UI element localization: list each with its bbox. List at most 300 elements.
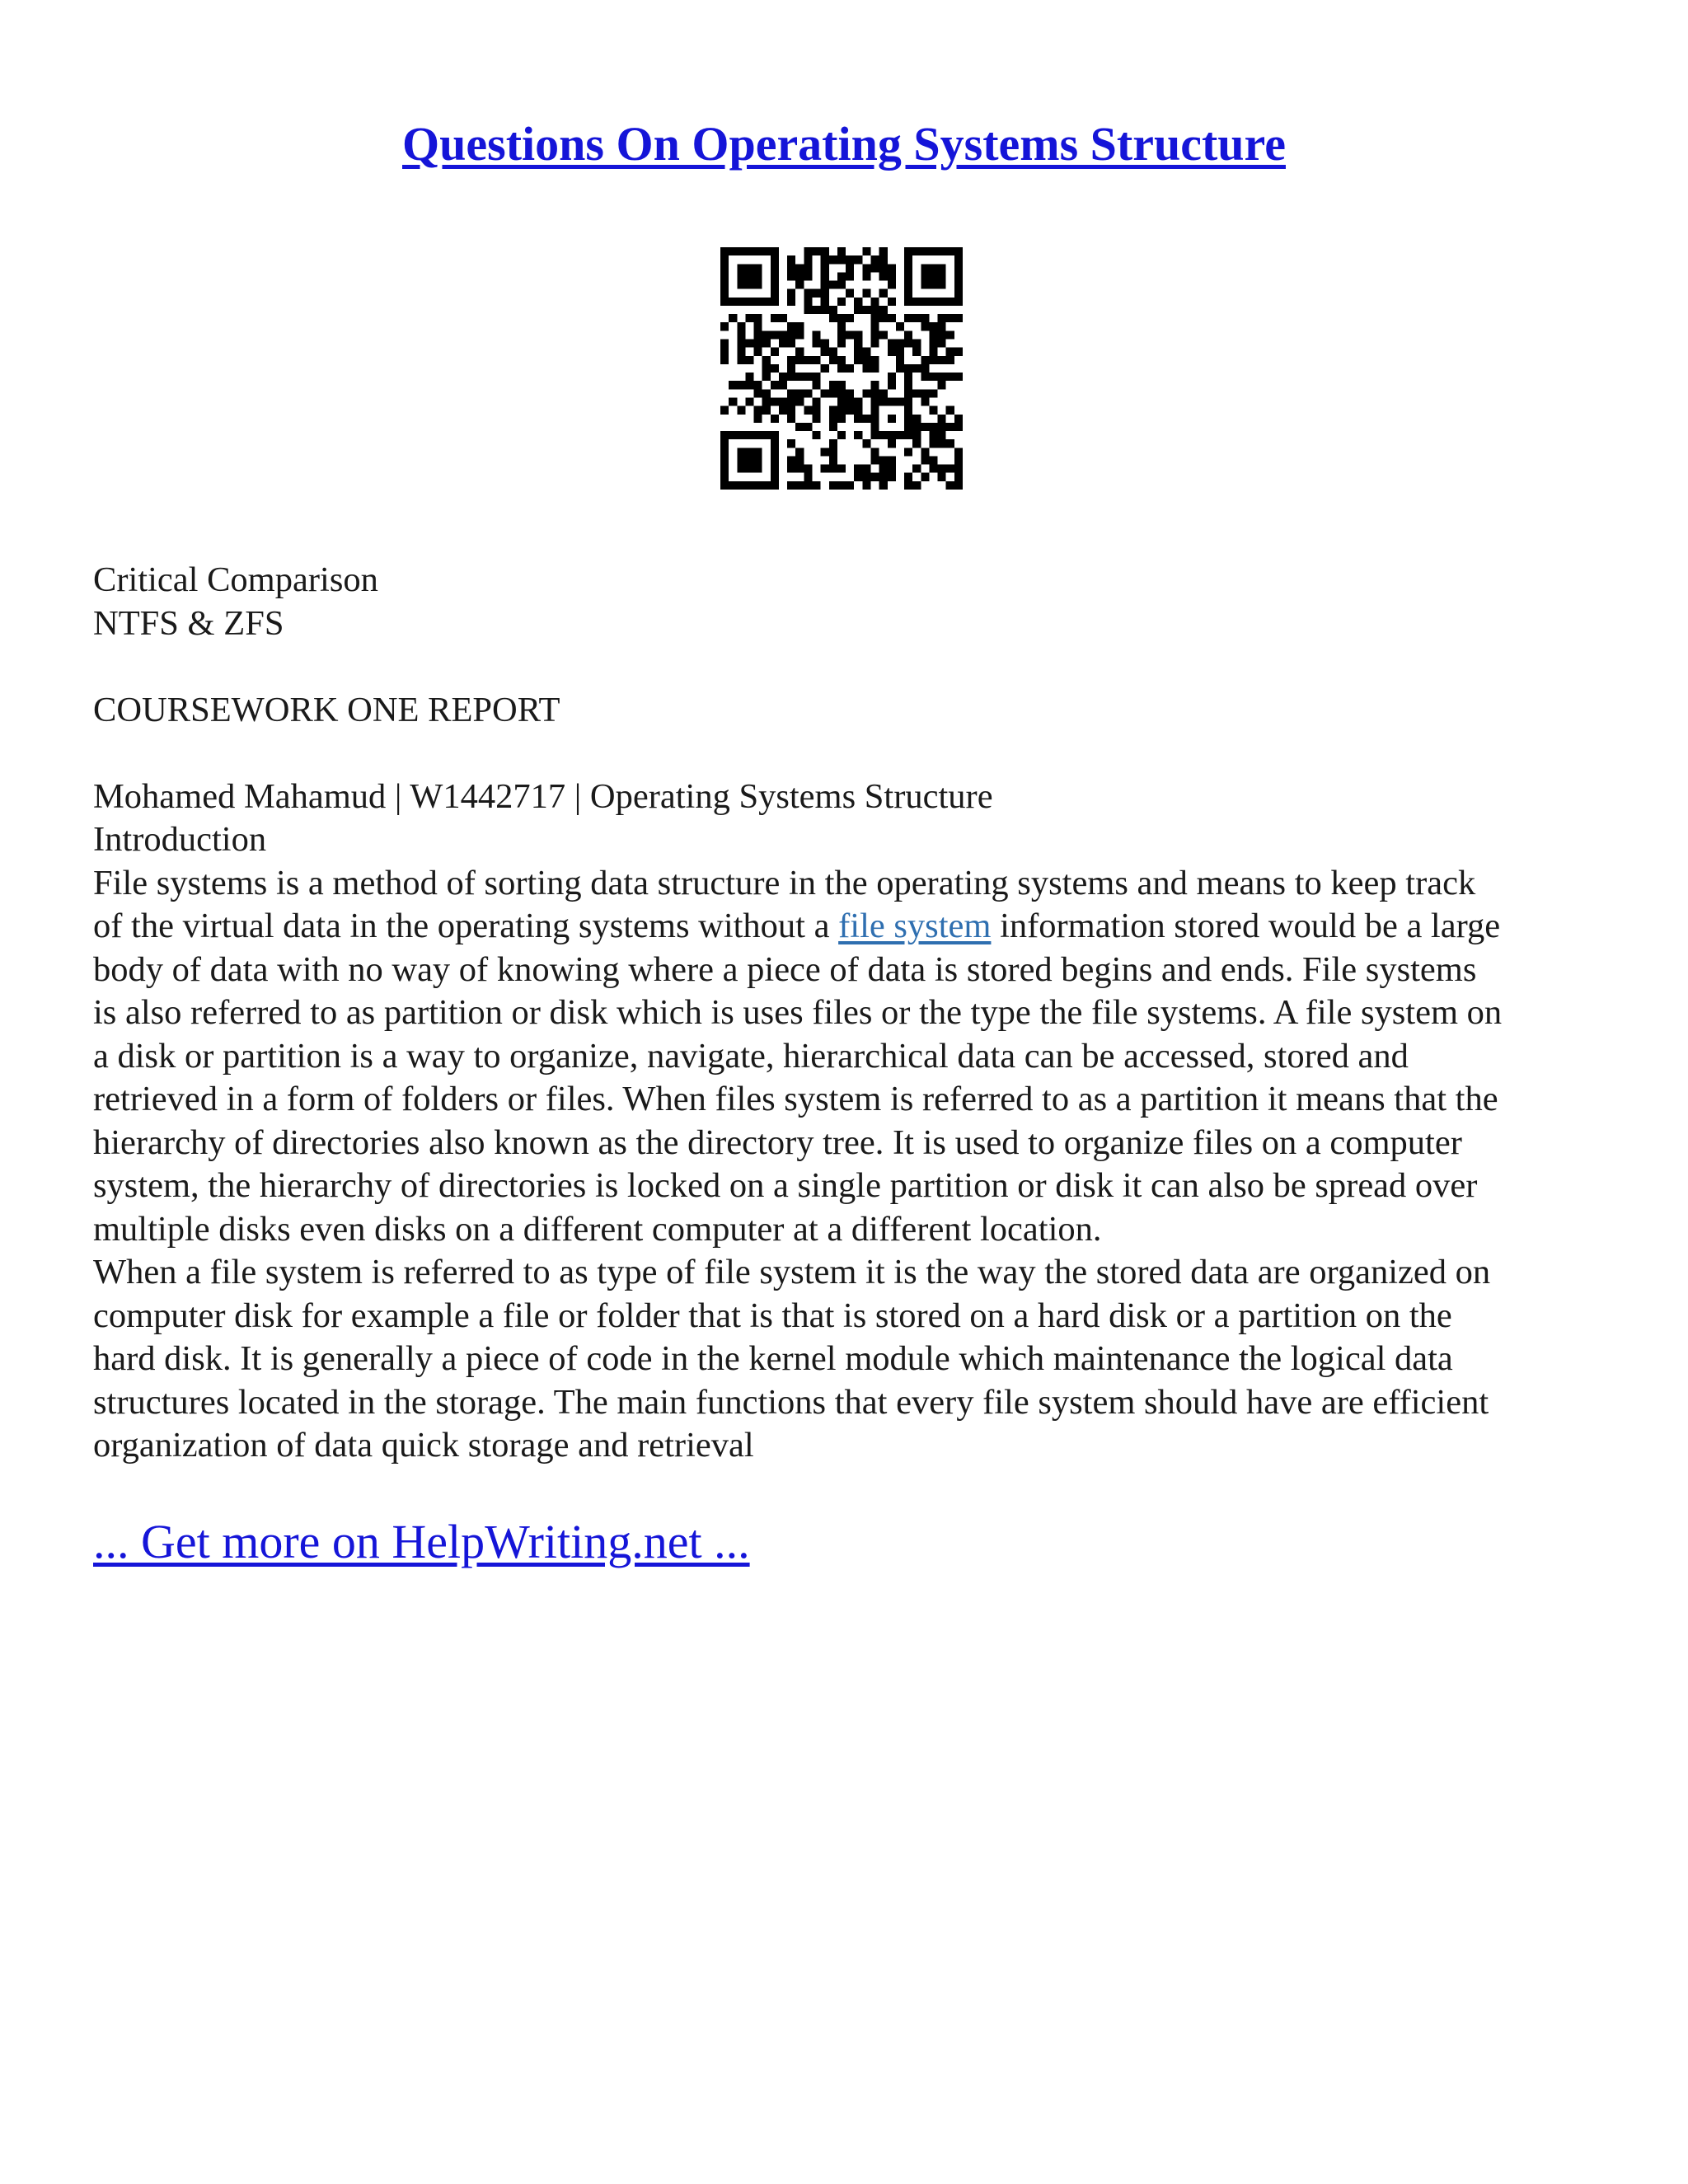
qr-module [795,481,804,490]
qr-module [829,406,837,415]
qr-module [954,473,963,481]
qr-module [745,264,753,272]
qr-module [787,298,795,306]
qr-module [946,314,954,322]
qr-module [795,272,804,280]
qr-module [754,415,762,423]
qr-module [904,406,912,415]
qr-module [904,431,912,439]
paragraph-line [93,905,1601,949]
qr-module [888,431,896,439]
qr-module [745,481,753,490]
qr-module [854,306,862,314]
qr-module [921,322,929,330]
qr-module [813,356,821,364]
qr-module [946,373,954,381]
qr-module [771,314,779,322]
qr-module [720,465,729,473]
qr-module [846,397,854,405]
paragraph-line: multiple disks even disks on a different computer at a different location. [93,1209,1102,1249]
qr-module [854,397,862,405]
qr-module [787,356,795,364]
qr-module [745,340,753,348]
paragraph-line: File systems is a method of sorting data structure in the operating systems and means to keep track [93,863,1476,902]
qr-module [787,456,795,464]
qr-module [929,330,937,339]
qr-module [771,272,779,280]
qr-module [813,431,821,439]
qr-module [737,264,745,272]
qr-module [745,281,753,289]
qr-module [854,330,862,339]
qr-module [904,340,912,348]
qr-module [879,397,888,405]
qr-module [837,356,846,364]
qr-module [879,456,888,464]
qr-module [879,330,888,339]
paragraph-line: hard disk. It is generally a piece of code in the kernel module which maintenance the logical data [93,1339,1453,1378]
qr-module [821,340,829,348]
qr-module [754,406,762,415]
qr-module [795,423,804,431]
qr-module [954,314,963,322]
qr-module [837,415,846,423]
qr-module [779,330,787,339]
qr-module [904,397,912,405]
qr-module [904,264,912,272]
qr-module [779,373,787,381]
qr-module [854,340,862,348]
qr-module [837,314,846,322]
qr-module [837,322,846,330]
qr-module [912,423,921,431]
qr-module [946,465,954,473]
qr-module [737,431,745,439]
qr-module [771,281,779,289]
qr-module [938,272,946,280]
qr-module [771,465,779,473]
qr-module [754,264,762,272]
qr-module [779,340,787,348]
qr-module [754,330,762,339]
qr-module [754,456,762,464]
qr-module [929,423,937,431]
qr-module [762,397,771,405]
qr-module [929,281,937,289]
qr-module [762,406,771,415]
qr-module [954,298,963,306]
qr-module [921,298,929,306]
qr-module [829,423,837,431]
qr-module [813,340,821,348]
qr-module [737,298,745,306]
qr-module [754,431,762,439]
qr-module [854,298,862,306]
qr-module [862,356,870,364]
qr-module [720,456,729,464]
more-link-container [93,1513,750,1571]
qr-module [888,473,896,481]
qr-module [862,247,870,255]
qr-module [896,431,904,439]
qr-module [870,340,879,348]
qr-module [854,431,862,439]
qr-module [954,481,963,490]
paragraph-line: is also referred to as partition or disk which is uses files or the type the file systems. A file system on [93,993,1503,1032]
qr-module [904,448,912,456]
qr-module [921,314,929,322]
qr-module [837,389,846,397]
qr-module [870,423,879,431]
qr-module [879,264,888,272]
qr-module [787,406,795,415]
qr-module [762,356,771,364]
qr-module [870,264,879,272]
qr-module [754,340,762,348]
qr-module [912,298,921,306]
qr-module [888,281,896,289]
qr-module [870,473,879,481]
qr-module [720,406,729,415]
qr-module [912,247,921,255]
qr-module [821,448,829,456]
qr-module [813,415,821,423]
qr-module [771,264,779,272]
qr-module [854,406,862,415]
qr-module [870,381,879,389]
paragraph-line: hierarchy of directories also known as the directory tree. It is used to organize files on a computer [93,1122,1462,1162]
qr-module [762,373,771,381]
qr-module [762,389,771,397]
qr-module [779,397,787,405]
qr-module [921,389,929,397]
qr-module [846,272,854,280]
qr-module [821,364,829,373]
qr-module [904,298,912,306]
qr-module [929,389,937,397]
qr-module [870,397,879,405]
paragraph-line: body of data with no way of knowing where a piece of data is stored begins and ends. File systems [93,949,1477,989]
qr-module [729,481,737,490]
qr-module [804,481,812,490]
page-title [0,115,1688,173]
qr-module [938,281,946,289]
qr-module [870,456,879,464]
qr-module [921,272,929,280]
qr-module [862,364,870,373]
qr-module [720,255,729,264]
qr-module [879,465,888,473]
qr-module [846,481,854,490]
qr-module [879,289,888,298]
qr-module [862,289,870,298]
qr-module [821,298,829,306]
qr-module [762,298,771,306]
qr-module [929,322,937,330]
qr-module [938,439,946,448]
qr-module [846,330,854,339]
qr-module [829,314,837,322]
qr-module [854,465,862,473]
qr-code-icon [720,247,963,490]
qr-module [745,247,753,255]
qr-module [879,431,888,439]
qr-module [720,431,729,439]
qr-module [804,264,812,272]
qr-module [921,264,929,272]
qr-module [795,456,804,464]
qr-module [879,247,888,255]
qr-module [904,373,912,381]
qr-module [954,415,963,423]
qr-module [954,281,963,289]
qr-module [737,406,745,415]
qr-module [795,348,804,356]
qr-module [762,481,771,490]
qr-module [896,364,904,373]
qr-module [787,289,795,298]
qr-module [821,272,829,280]
qr-module [813,247,821,255]
qr-module [821,255,829,264]
qr-module [829,389,837,397]
qr-module [787,415,795,423]
qr-module [862,264,870,272]
qr-module [954,272,963,280]
qr-module [737,448,745,456]
qr-module [829,456,837,464]
qr-module [737,381,745,389]
qr-module [954,289,963,298]
qr-module [804,373,812,381]
qr-module [720,348,729,356]
qr-module [762,330,771,339]
qr-module [929,348,937,356]
qr-module [754,348,762,356]
qr-module [862,272,870,280]
qr-module [754,389,762,397]
report-label: COURSEWORK ONE REPORT [93,690,560,729]
qr-module [795,264,804,272]
qr-module [787,322,795,330]
qr-module [888,272,896,280]
qr-module [954,247,963,255]
qr-module [938,247,946,255]
qr-module [954,448,963,456]
qr-module [912,364,921,373]
qr-module [904,364,912,373]
qr-module [946,330,954,339]
qr-module [888,397,896,405]
paragraph-line: computer disk for example a file or folder that is that is stored on a hard disk or a partition on the [93,1296,1452,1335]
qr-module [837,481,846,490]
qr-module [745,397,753,405]
qr-module [720,272,729,280]
qr-module [754,448,762,456]
qr-module [762,364,771,373]
qr-module [888,373,896,381]
qr-module [720,281,729,289]
qr-module [862,415,870,423]
title-link[interactable]: Questions On Operating Systems Structure [402,117,1286,171]
qr-module [888,381,896,389]
qr-module [745,298,753,306]
qr-module [954,456,963,464]
qr-module [929,406,937,415]
qr-module [787,330,795,339]
qr-module [888,298,896,306]
qr-module [813,381,821,389]
qr-module [862,473,870,481]
qr-module [938,373,946,381]
get-more-link[interactable]: ... Get more on HelpWriting.net ... [93,1515,750,1568]
qr-module [912,415,921,423]
qr-module [804,272,812,280]
qr-module [946,348,954,356]
qr-module [821,281,829,289]
qr-module [921,456,929,464]
qr-module [854,348,862,356]
qr-module [854,415,862,423]
qr-module [870,364,879,373]
qr-module [938,314,946,322]
qr-module [795,322,804,330]
qr-module [870,306,879,314]
qr-module [888,348,896,356]
qr-module [754,481,762,490]
qr-module [720,298,729,306]
qr-module [804,356,812,364]
qr-module [929,431,937,439]
qr-module [720,340,729,348]
qr-module [938,298,946,306]
qr-module [954,373,963,381]
qr-module [771,381,779,389]
qr-module [771,289,779,298]
qr-module [912,389,921,397]
qr-module [921,281,929,289]
qr-module [912,481,921,490]
qr-module [846,364,854,373]
qr-module [813,330,821,339]
file-system-link[interactable]: file system [838,907,992,945]
qr-module [904,281,912,289]
qr-module [821,348,829,356]
qr-module [921,356,929,364]
qr-module [954,423,963,431]
qr-module [821,289,829,298]
qr-module [904,289,912,298]
qr-module [821,306,829,314]
qr-module [837,406,846,415]
qr-module [896,397,904,405]
paragraph-line: organization of data quick storage and retrieval [93,1426,754,1465]
qr-module [862,348,870,356]
qr-module [846,314,854,322]
qr-module [813,406,821,415]
qr-module [837,330,846,339]
qr-module [762,431,771,439]
qr-module [921,373,929,381]
qr-module [912,314,921,322]
qr-module [921,423,929,431]
qr-module [912,431,921,439]
qr-module [870,298,879,306]
qr-module [804,298,812,306]
qr-module [771,448,779,456]
spacer [93,645,1601,689]
qr-module [837,364,846,373]
qr-module [804,306,812,314]
qr-module [787,272,795,280]
qr-module [870,255,879,264]
qr-module [754,272,762,280]
qr-module [929,247,937,255]
qr-module [946,406,954,415]
qr-module [829,255,837,264]
qr-module [870,356,879,364]
qr-module [921,247,929,255]
qr-module [813,289,821,298]
qr-module [787,340,795,348]
qr-module [829,381,837,389]
qr-module [787,465,795,473]
qr-module [771,456,779,464]
qr-module [754,281,762,289]
qr-module [929,272,937,280]
qr-module [896,340,904,348]
qr-module [729,431,737,439]
qr-module [804,389,812,397]
qr-module [837,298,846,306]
qr-module [829,439,837,448]
qr-module [904,381,912,389]
qr-module [771,481,779,490]
qr-module [737,348,745,356]
paragraph-line: structures located in the storage. The main functions that every file system should have are efficient [93,1382,1489,1422]
qr-module [795,389,804,397]
qr-module [795,465,804,473]
qr-module [862,465,870,473]
qr-module [771,439,779,448]
qr-module [837,397,846,405]
qr-module [720,289,729,298]
qr-module [888,314,896,322]
qr-module [929,439,937,448]
qr-module [870,448,879,456]
qr-module [795,356,804,364]
qr-module [813,481,821,490]
qr-module [737,330,745,339]
qr-module [904,473,912,481]
qr-module [921,448,929,456]
qr-module [720,439,729,448]
qr-module [804,423,812,431]
paragraph-line: When a file system is referred to as type of file system it is the way the stored data are organized on [93,1253,1491,1291]
paragraph-line: a disk or partition is a way to organize, navigate, hierarchical data can be accessed, stored and [93,1036,1409,1076]
heading-line: NTFS & ZFS [93,603,284,643]
qr-module [720,247,729,255]
qr-module [795,281,804,289]
qr-module [813,397,821,405]
qr-module [946,423,954,431]
qr-module [720,264,729,272]
qr-module [929,373,937,381]
qr-module [762,340,771,348]
qr-module [829,415,837,423]
qr-module [821,264,829,272]
qr-module [929,264,937,272]
